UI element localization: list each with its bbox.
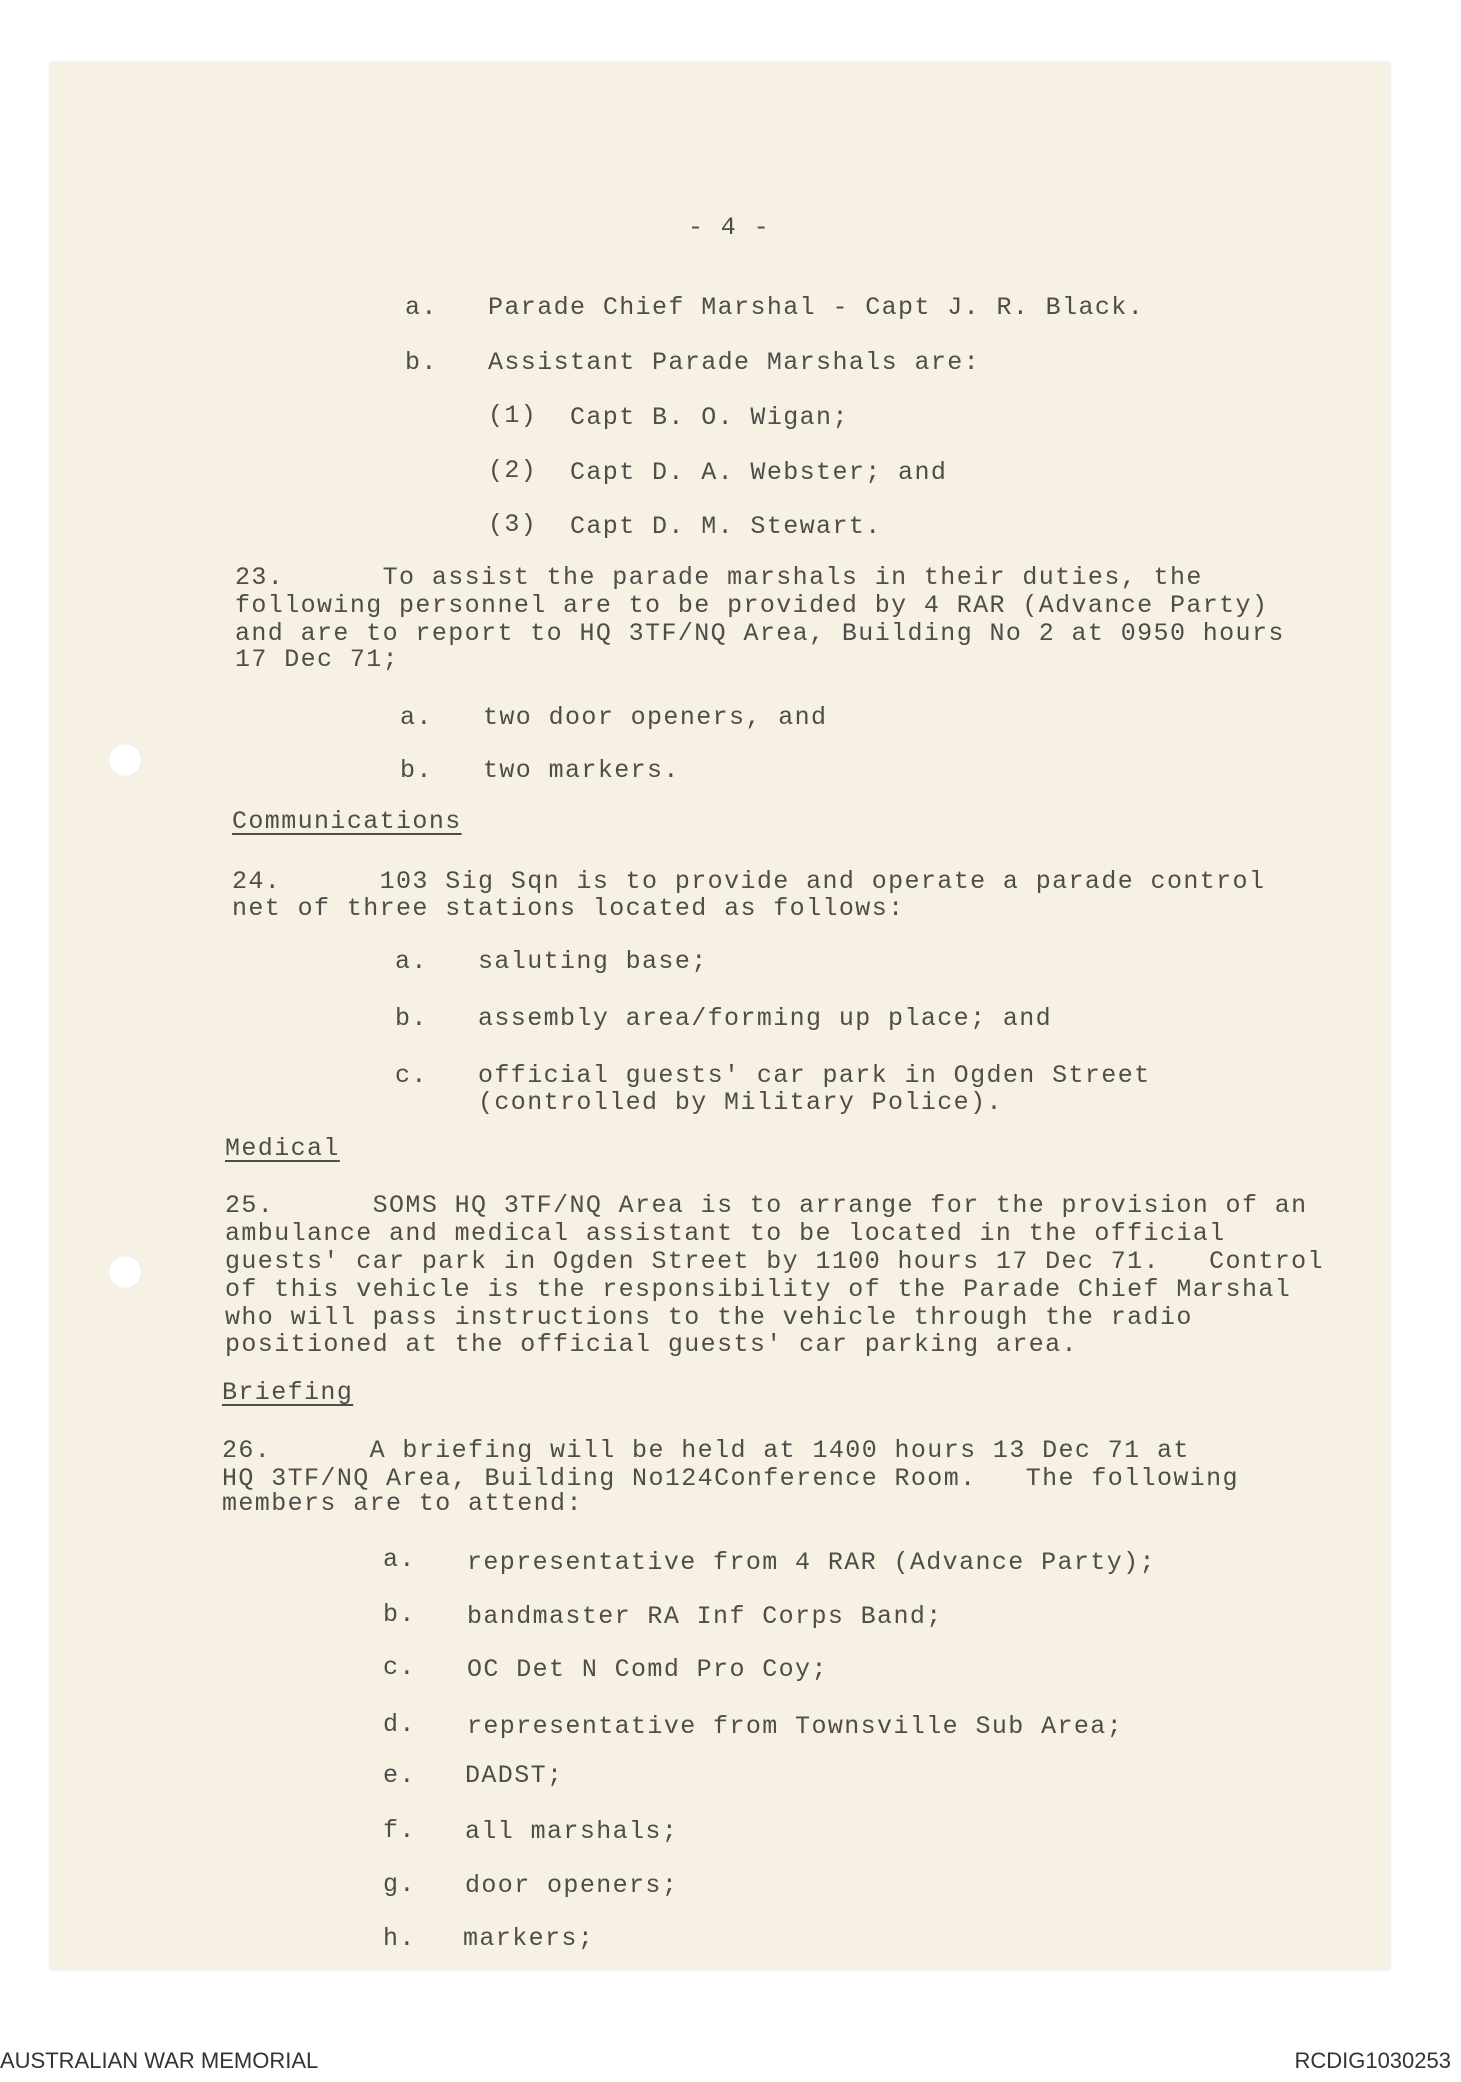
paragraph-line: net of three stations located as follows: xyxy=(232,894,905,923)
list-item: Parade Chief Marshal - Capt J. R. Black. xyxy=(488,293,1145,322)
section-heading-medical: Medical xyxy=(225,1134,340,1163)
paragraph-line: guests' car park in Ogden Street by 1100 hours 17 Dec 71. Control xyxy=(225,1247,1324,1276)
page-number: - 4 - xyxy=(688,213,771,242)
list-marker: a. xyxy=(383,1545,416,1574)
section-heading-briefing: Briefing xyxy=(222,1378,354,1407)
list-marker: (2) xyxy=(488,456,538,485)
list-marker: d. xyxy=(383,1710,416,1739)
list-item: assembly area/forming up place; and xyxy=(478,1004,1053,1033)
list-marker: a. xyxy=(405,293,438,322)
paragraph-line: 23. To assist the parade marshals in their duties, the xyxy=(235,563,1203,592)
list-item: Assistant Parade Marshals are: xyxy=(488,348,981,377)
list-item: two door openers, and xyxy=(483,703,828,732)
list-item: bandmaster RA Inf Corps Band; xyxy=(467,1602,943,1631)
list-marker: b. xyxy=(405,348,438,377)
paragraph-line: HQ 3TF/NQ Area, Building No124Conference Room. The following xyxy=(222,1464,1239,1493)
paragraph-line: 26. A briefing will be held at 1400 hours 13 Dec 71 at xyxy=(222,1436,1190,1465)
list-marker: f. xyxy=(383,1816,416,1845)
list-marker: b. xyxy=(383,1600,416,1629)
paragraph-line: and are to report to HQ 3TF/NQ Area, Building No 2 at 0950 hours xyxy=(235,619,1285,648)
list-item: OC Det N Comd Pro Coy; xyxy=(467,1655,828,1684)
list-item: saluting base; xyxy=(478,947,708,976)
paragraph-line: 24. 103 Sig Sqn is to provide and operate a parade control xyxy=(232,867,1266,896)
list-marker: (3) xyxy=(488,510,538,539)
list-marker: g. xyxy=(383,1870,416,1899)
section-heading-communications: Communications xyxy=(232,807,462,836)
paragraph-line: positioned at the official guests' car parking area. xyxy=(225,1330,1078,1359)
list-marker: (1) xyxy=(488,401,538,430)
list-marker: c. xyxy=(395,1061,428,1090)
list-item: representative from Townsville Sub Area; xyxy=(467,1712,1124,1741)
list-marker: b. xyxy=(395,1004,428,1033)
list-item: markers; xyxy=(463,1924,595,1953)
list-item: Capt D. M. Stewart. xyxy=(570,512,882,541)
list-item: official guests' car park in Ogden Street xyxy=(478,1061,1151,1090)
paragraph-line: members are to attend: xyxy=(222,1489,583,1518)
paragraph-line: of this vehicle is the responsibility of the Parade Chief Marshal xyxy=(225,1275,1292,1304)
list-item: two markers. xyxy=(483,756,680,785)
list-item: Capt B. O. Wigan; xyxy=(570,403,849,432)
list-item-continued: (controlled by Military Police). xyxy=(478,1088,1003,1117)
list-item: all marshals; xyxy=(465,1817,679,1846)
list-marker: e. xyxy=(383,1761,416,1790)
paragraph-line: 17 Dec 71; xyxy=(235,645,400,674)
list-marker: a. xyxy=(395,947,428,976)
punch-hole xyxy=(108,743,142,777)
footer-archive-name: AUSTRALIAN WAR MEMORIAL xyxy=(0,2048,319,2073)
list-marker: b. xyxy=(400,756,433,785)
list-item: Capt D. A. Webster; and xyxy=(570,458,948,487)
punch-hole xyxy=(108,1255,142,1289)
paragraph-line: following personnel are to be provided by 4 RAR (Advance Party) xyxy=(235,591,1269,620)
list-marker: h. xyxy=(383,1924,416,1953)
paragraph-line: who will pass instructions to the vehicle through the radio xyxy=(225,1303,1193,1332)
paragraph-line: 25. SOMS HQ 3TF/NQ Area is to arrange for the provision of an xyxy=(225,1191,1308,1220)
paragraph-line: ambulance and medical assistant to be located in the official xyxy=(225,1219,1226,1248)
footer-record-id: RCDIG1030253 xyxy=(1294,2048,1451,2073)
list-item: door openers; xyxy=(465,1871,679,1900)
list-marker: a. xyxy=(400,703,433,732)
list-marker: c. xyxy=(383,1653,416,1682)
list-item: representative from 4 RAR (Advance Party); xyxy=(467,1548,1156,1577)
list-item: DADST; xyxy=(465,1761,564,1790)
